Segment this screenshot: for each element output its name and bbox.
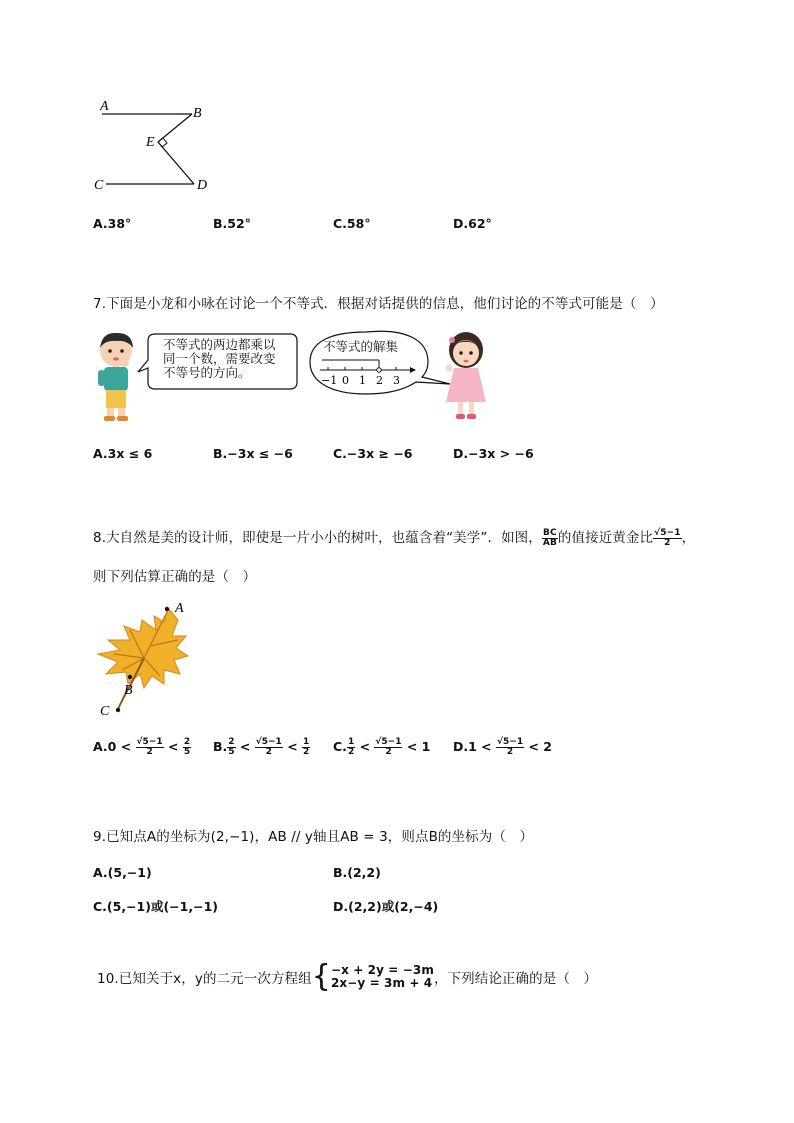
q10-stem-part-2: ，下列结论正确的是（ ） xyxy=(433,971,598,987)
equation-system xyxy=(331,964,434,990)
frac-den: 2 xyxy=(146,747,153,757)
q8-option-a[interactable] xyxy=(93,738,191,757)
girl-illustration xyxy=(440,330,492,425)
fraction-bc-num: BC xyxy=(543,527,557,538)
frac-num: 2 xyxy=(183,737,191,747)
q7-option-b[interactable]: B.−3x ≤ −6 xyxy=(213,446,293,461)
q6-option-a[interactable]: A.38° xyxy=(93,216,132,231)
q9-option-b[interactable]: B.(2,2) xyxy=(333,865,381,880)
q8-stem-line-1 xyxy=(93,526,695,548)
q8-option-a-right-fraction xyxy=(183,738,191,757)
maple-leaf-illustration xyxy=(94,596,199,721)
tick-label-neg1: −1 xyxy=(321,374,338,386)
less-than: < xyxy=(359,739,371,754)
q8-option-c[interactable] xyxy=(333,738,430,757)
label-c: C xyxy=(94,178,104,193)
q7-option-c[interactable]: C.−3x ≥ −6 xyxy=(333,446,413,461)
q8-option-c-prefix: C. xyxy=(333,739,347,754)
q8-option-d-suffix: < 2 xyxy=(528,739,552,754)
frac-num: √5−1 xyxy=(255,737,282,747)
q8-option-b-left-fraction xyxy=(227,738,235,757)
bubble-left-line-2: 同一个数，需要改变 xyxy=(163,351,276,366)
frac-den: 2 xyxy=(303,747,310,757)
q9-option-c[interactable]: C.(5,−1)或(−1,−1) xyxy=(93,899,218,914)
q8-stem-part-2: 的值接近黄金比 xyxy=(557,530,654,546)
q10-stem-part-1: 10.已知关于x，y的二元一次方程组 xyxy=(97,971,312,987)
q8-option-d-prefix: D.1 < xyxy=(453,739,492,754)
q6-option-b[interactable]: B.52° xyxy=(213,216,251,231)
equation-brace: { xyxy=(311,959,331,994)
q7-option-d[interactable]: D.−3x > −6 xyxy=(453,446,534,461)
segment-ed xyxy=(158,142,194,184)
frac-num: 2 xyxy=(228,737,235,747)
bubble-left-text xyxy=(163,338,276,380)
q8-option-c-left-fraction xyxy=(347,738,355,757)
q8-option-c-mid-fraction xyxy=(374,738,402,757)
q7-option-a[interactable]: A.3x ≤ 6 xyxy=(93,446,153,461)
point-c-dot xyxy=(116,708,120,712)
label-a: A xyxy=(100,99,109,114)
leaf-label-a: A xyxy=(175,601,184,616)
frac-num: √5−1 xyxy=(136,737,163,747)
right-angle-marker xyxy=(158,138,167,147)
tick-label-0: 0 xyxy=(342,374,349,386)
leaf-label-c: C xyxy=(100,704,110,719)
frac-den: 2 xyxy=(265,747,272,757)
fraction-golden-ratio xyxy=(653,529,681,548)
q8-option-d[interactable] xyxy=(453,738,552,757)
fraction-golden-den: 2 xyxy=(664,537,671,548)
q8-stem-part-3: ， xyxy=(681,530,696,546)
q10-stem xyxy=(97,959,598,994)
q6-option-d[interactable]: D.62° xyxy=(453,216,492,231)
q8-option-a-mid-fraction xyxy=(136,738,164,757)
q8-option-b-mid-fraction xyxy=(255,738,283,757)
q7-stem: 7.下面是小龙和小咏在讨论一个不等式．根据对话提供的信息，他们讨论的不等式可能是（ ） xyxy=(93,296,664,312)
equation-1: −x + 2y = −3m xyxy=(330,963,434,977)
frac-den: 2 xyxy=(347,747,355,757)
q8-option-c-suffix: < 1 xyxy=(406,739,431,754)
frac-den: 5 xyxy=(228,747,235,757)
q8-stem-part-1: 8.大自然是美的设计师，即使是一片小小的树叶，也蕴含着“美学”．如图， xyxy=(93,530,542,546)
less-than: < xyxy=(239,739,251,754)
frac-den: 2 xyxy=(385,747,392,757)
less-than: < xyxy=(167,739,179,754)
bubble-left-line-3: 不等号的方向。 xyxy=(163,365,251,380)
q8-option-b-prefix: B. xyxy=(213,739,228,754)
point-a-dot xyxy=(165,607,169,611)
bubble-left-line-1: 不等式的两边都乘以 xyxy=(163,337,276,352)
label-d: D xyxy=(197,178,208,193)
q6-geometry-figure xyxy=(90,95,220,195)
bubble-right-title: 不等式的解集 xyxy=(323,339,399,354)
tick-label-2: 2 xyxy=(376,374,383,386)
leaf-label-b: B xyxy=(124,683,133,698)
q8-option-a-prefix: A.0 < xyxy=(93,739,132,754)
q8-option-d-mid-fraction xyxy=(496,738,524,757)
q9-option-d[interactable]: D.(2,2)或(2,−4) xyxy=(333,899,439,914)
frac-num: 1 xyxy=(303,737,310,747)
frac-den: 2 xyxy=(506,747,514,757)
less-than: < xyxy=(287,739,298,754)
frac-num: 1 xyxy=(347,737,355,747)
fraction-golden-num: √5−1 xyxy=(654,527,681,538)
fraction-bc-over-ab xyxy=(542,529,558,548)
point-b-dot xyxy=(128,675,132,679)
tick-label-1: 1 xyxy=(359,374,366,386)
number-line xyxy=(318,356,418,386)
q8-option-b[interactable] xyxy=(213,738,310,757)
frac-num: √5−1 xyxy=(497,737,524,747)
fraction-ab-den: AB xyxy=(542,537,557,548)
frac-num: √5−1 xyxy=(375,737,402,747)
label-b: B xyxy=(193,106,202,121)
q8-stem-line-2: 则下列估算正确的是（ ） xyxy=(93,569,257,585)
q9-option-a[interactable]: A.(5,−1) xyxy=(93,865,152,880)
tick-label-3: 3 xyxy=(393,374,400,386)
q9-stem: 9.已知点A的坐标为(2,−1)，AB // y轴且AB = 3，则点B的坐标为（ ） xyxy=(93,829,534,845)
equation-2: 2x−y = 3m + 4 xyxy=(330,976,433,990)
q6-option-c[interactable]: C.58° xyxy=(333,216,371,231)
label-e: E xyxy=(146,135,155,150)
frac-den: 5 xyxy=(183,747,191,757)
q8-option-b-right-fraction xyxy=(302,738,310,757)
